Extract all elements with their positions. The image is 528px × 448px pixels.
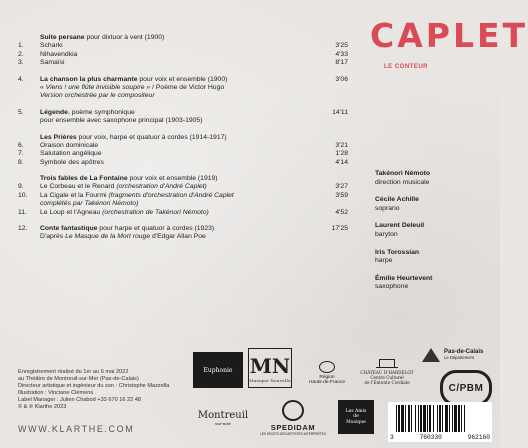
castle-icon bbox=[376, 357, 398, 368]
track-title-part: (orchestration de Takénori Némoto) bbox=[102, 208, 209, 216]
track-title bbox=[40, 59, 318, 67]
track-duration: 3'06 bbox=[335, 75, 348, 83]
track-row bbox=[18, 192, 348, 200]
artist-name: Takénori Némoto bbox=[375, 170, 431, 177]
track-title bbox=[40, 233, 318, 241]
track-duration: 4'33 bbox=[335, 50, 348, 58]
track-title-part: Le Masque de la Mort rouge bbox=[65, 233, 151, 241]
track-spacer bbox=[18, 167, 348, 175]
credit-line: Illustration : Vinciane Clémens bbox=[18, 390, 94, 396]
track-row bbox=[18, 209, 348, 217]
track-row bbox=[18, 200, 348, 208]
track-title bbox=[40, 84, 318, 92]
barcode-digit-group-2: 760330 bbox=[419, 434, 442, 441]
spedidam-logo bbox=[258, 400, 328, 436]
barcode-digit-group-1: 3 bbox=[390, 434, 394, 441]
composer-title: CAPLET bbox=[370, 16, 528, 55]
barcode-digit-group-3: 962160 bbox=[467, 434, 490, 441]
track-number: 8. bbox=[18, 158, 24, 166]
amis-musique-logo bbox=[338, 400, 374, 434]
track-title-part: Le Corbeau et le Renard bbox=[40, 183, 117, 191]
montreuil-logo-text: Montreuil bbox=[197, 410, 249, 421]
recording-credits bbox=[18, 369, 208, 411]
track-row bbox=[18, 225, 348, 233]
amis-line-3: Musique bbox=[346, 419, 366, 425]
mn-logo-subtext: Musique Nouvelle bbox=[249, 377, 291, 383]
brand-block bbox=[370, 16, 528, 70]
track-title-part: pour voix et ensemble (1900) bbox=[137, 75, 228, 83]
album-subtitle: LE CONTEUR bbox=[384, 64, 428, 70]
work-heading bbox=[18, 175, 348, 183]
credit-line: Label Manager : Julien Chabod +33 670 16 22 48 bbox=[18, 397, 142, 403]
track-title-part: Conte fantastique bbox=[40, 225, 98, 233]
track-title bbox=[40, 51, 318, 59]
spedidam-ring-icon bbox=[282, 400, 304, 421]
artist-name: Cécile Achille bbox=[375, 196, 419, 204]
montreuil-logo-subtext: sur-mer bbox=[215, 421, 231, 426]
track-duration: 3'59 bbox=[335, 191, 348, 199]
credit-line: © & ℗ Klarthe 2023 bbox=[18, 404, 67, 410]
track-row bbox=[18, 92, 348, 100]
track-duration: 3'25 bbox=[335, 42, 348, 50]
hdf-line-2: Hauts-de-France bbox=[309, 380, 345, 385]
artist-name: Laurent Deleuil bbox=[375, 222, 425, 230]
track-duration: 1'28 bbox=[335, 150, 348, 158]
hardelot-line-2: Centre Culturel bbox=[370, 375, 404, 380]
artist-role: baryton bbox=[375, 230, 398, 238]
track-title-part: pour harpe et quatuor à cordes (1923) bbox=[97, 225, 215, 233]
track-spacer bbox=[18, 101, 348, 109]
artist-role: direction musicale bbox=[375, 178, 430, 186]
track-title bbox=[40, 192, 318, 200]
credit-line: Directeur artistique et ingénieur du son : Christophe Mazzella bbox=[18, 383, 170, 389]
track-row bbox=[18, 159, 348, 167]
work-heading bbox=[18, 134, 348, 142]
artist-role: harpe bbox=[375, 257, 393, 265]
track-title bbox=[40, 76, 318, 84]
track-title bbox=[40, 175, 318, 183]
label-website[interactable]: WWW.KLARTHE.COM bbox=[18, 424, 135, 434]
artist-entry bbox=[375, 196, 495, 213]
hdf-line-1: Région bbox=[319, 374, 335, 380]
artist-name: Émilie Heurtevent bbox=[375, 274, 433, 282]
track-row bbox=[18, 51, 348, 59]
track-row bbox=[18, 42, 348, 50]
track-number: 9. bbox=[18, 183, 24, 191]
track-title-part: Salutation angélique bbox=[40, 150, 102, 158]
track-title-part: Oraison dominicale bbox=[40, 141, 99, 149]
region-hdf-logo bbox=[306, 358, 348, 388]
amis-line-1: Les Amis bbox=[345, 408, 367, 414]
track-title bbox=[40, 92, 318, 100]
track-title bbox=[40, 225, 318, 233]
track-spacer bbox=[18, 126, 348, 134]
track-number: 3. bbox=[18, 59, 24, 67]
artist-role: soprano bbox=[375, 204, 400, 212]
track-title bbox=[40, 42, 318, 50]
track-spacer bbox=[18, 217, 348, 225]
track-number: 12. bbox=[18, 225, 28, 233]
euphonie-logo bbox=[193, 352, 243, 388]
track-title bbox=[40, 209, 318, 217]
track-title bbox=[40, 134, 318, 142]
chateau-hardelot-logo bbox=[360, 354, 414, 388]
artist-entry bbox=[375, 222, 495, 239]
artist-entry bbox=[375, 275, 495, 292]
track-duration: 3'27 bbox=[335, 183, 348, 191]
track-duration: 8'17 bbox=[335, 59, 348, 67]
artist-role: saxophone bbox=[375, 283, 409, 291]
credit-line: Enregistrement réalisé du 1er au 6 mai 2022 bbox=[18, 369, 129, 375]
track-title-part: pour dixtuor à vent (1900) bbox=[84, 34, 165, 41]
track-title bbox=[40, 200, 318, 208]
track-title bbox=[40, 109, 318, 117]
track-title bbox=[40, 117, 318, 125]
spedidam-tagline: LES DROITS DES ARTISTES INTERPRÈTES bbox=[260, 432, 326, 436]
pas-de-calais-mark-icon bbox=[422, 348, 440, 362]
track-title bbox=[40, 142, 318, 150]
track-row bbox=[18, 109, 348, 117]
track-row bbox=[18, 150, 348, 158]
track-title-part: « Viens ! une flûte invisible soupire » bbox=[40, 83, 151, 91]
montreuil-logo bbox=[193, 402, 253, 434]
track-number: 5. bbox=[18, 108, 24, 116]
credit-line: au Théâtre de Montreuil-sur-Mer (Pas-de-Calais) bbox=[18, 376, 139, 382]
track-number: 10. bbox=[18, 191, 28, 199]
track-number: 7. bbox=[18, 150, 24, 158]
track-title-part: Les Prières bbox=[40, 133, 77, 141]
track-title-part: Version orchestrée par le compositeur bbox=[40, 92, 155, 100]
track-row bbox=[18, 233, 348, 241]
track-title-part: Scharki bbox=[40, 42, 63, 50]
track-row bbox=[18, 117, 348, 125]
artist-list bbox=[375, 170, 495, 301]
track-title-part: pour ensemble avec saxophone principal (1903-1905) bbox=[40, 117, 203, 125]
region-hdf-mark-icon bbox=[319, 361, 335, 373]
track-duration: 3'21 bbox=[335, 141, 348, 149]
pas-de-calais-logo bbox=[422, 344, 492, 366]
track-title-part: , poème symphonique bbox=[67, 108, 135, 116]
spedidam-name: SPEDIDAM bbox=[270, 423, 316, 432]
track-title-part: Le Loup et l'Agneau bbox=[40, 208, 103, 216]
track-title-part: La chanson la plus charmante bbox=[40, 75, 138, 83]
pdc-line-2: Le Département bbox=[444, 355, 475, 360]
artist-entry bbox=[375, 249, 495, 266]
mn-logo-mark: MN bbox=[249, 353, 291, 378]
track-title-part: pour voix et ensemble (1919) bbox=[127, 175, 218, 183]
track-title-part: d'Edgar Allan Poe bbox=[150, 233, 206, 241]
track-row bbox=[18, 76, 348, 84]
track-title bbox=[40, 150, 318, 158]
track-title-part: pour voix, harpe et quatuor à cordes (1914-1917) bbox=[76, 133, 227, 141]
track-number: 2. bbox=[18, 50, 24, 58]
track-row bbox=[18, 59, 348, 67]
track-title-part: D'après bbox=[40, 233, 66, 241]
track-title-part: La Cigale et la Fourmi bbox=[40, 191, 109, 199]
track-duration: 14'11 bbox=[332, 108, 348, 116]
track-duration: 4'52 bbox=[335, 208, 348, 216]
musique-nouvelle-logo bbox=[248, 348, 292, 388]
track-number: 6. bbox=[18, 141, 24, 149]
artist-entry bbox=[375, 170, 495, 187]
pdc-line-1: Pas-de-Calais bbox=[444, 348, 484, 355]
work-heading bbox=[18, 34, 348, 42]
track-title bbox=[40, 159, 318, 167]
track-duration: 17'25 bbox=[331, 225, 348, 233]
track-title bbox=[40, 34, 318, 42]
track-row bbox=[18, 142, 348, 150]
track-title-part: Suite persane bbox=[40, 34, 85, 41]
track-title-part: Samaïsi bbox=[40, 59, 65, 67]
track-title bbox=[40, 183, 318, 191]
track-title-part: / Poème de Victor Hugo bbox=[150, 83, 225, 91]
amis-line-2: de bbox=[353, 414, 359, 420]
track-number: 11. bbox=[18, 208, 27, 216]
barcode bbox=[388, 402, 492, 442]
track-row bbox=[18, 84, 348, 92]
barcode-bar bbox=[465, 405, 466, 432]
track-title-part: (orchestration d'André Caplet) bbox=[116, 183, 207, 191]
track-duration: 4'14 bbox=[335, 158, 348, 166]
euphonie-logo-text: Euphonie bbox=[203, 366, 233, 374]
track-title-part: Trois fables de La Fontaine bbox=[40, 175, 128, 183]
artist-name: Iris Torossian bbox=[375, 248, 420, 256]
barcode-bars bbox=[396, 405, 486, 432]
track-spacer bbox=[18, 68, 348, 76]
track-number: 4. bbox=[18, 75, 24, 83]
hardelot-line-1: CHÂTEAU D'HARDELOT bbox=[360, 370, 414, 375]
cpbm-logo-text: C/PBM bbox=[448, 382, 484, 394]
track-title-part: Symbole des apôtres bbox=[40, 158, 104, 166]
barcode-digits bbox=[390, 434, 490, 441]
track-title-part: Légende bbox=[40, 108, 68, 116]
tracklist bbox=[18, 34, 348, 242]
track-row bbox=[18, 183, 348, 191]
track-title-part: Nihavendkia bbox=[40, 50, 78, 58]
track-number: 1. bbox=[18, 42, 24, 50]
hardelot-line-3: de l'Entente Cordiale bbox=[364, 380, 410, 385]
track-title-part: complétés par Takénori Némoto) bbox=[40, 200, 139, 208]
track-title-part: (fragments d'orchestration d'André Caplet bbox=[108, 191, 234, 199]
cpbm-logo bbox=[440, 370, 492, 406]
